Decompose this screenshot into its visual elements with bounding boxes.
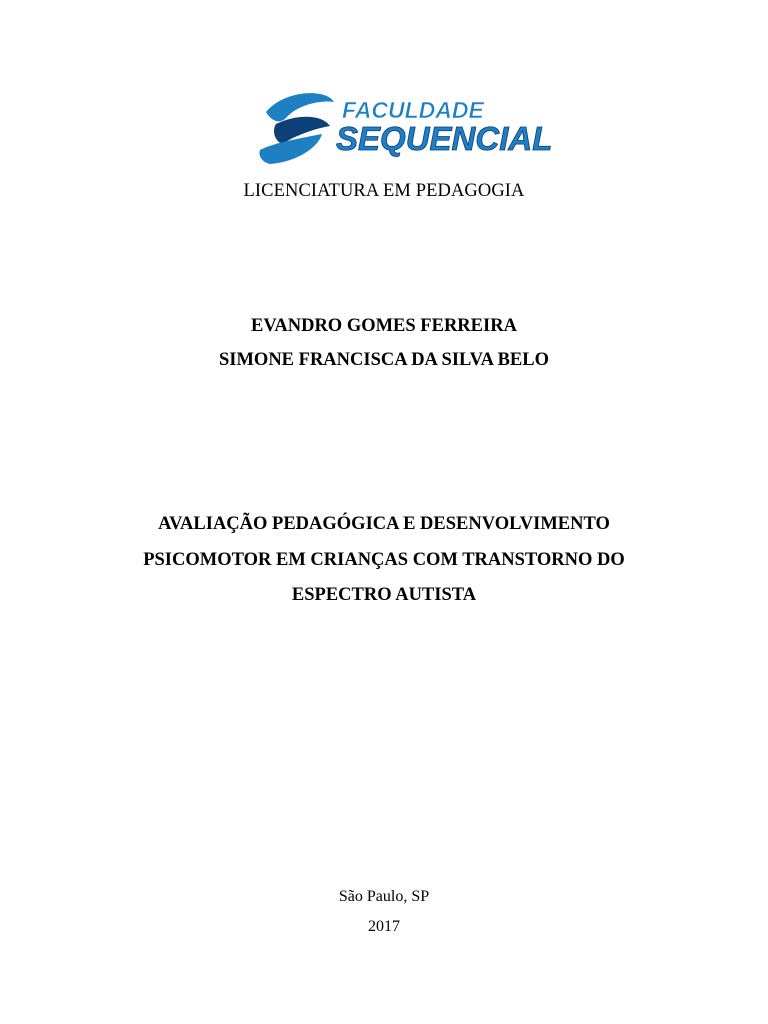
author-2: SIMONE FRANCISCA DA SILVA BELO	[218, 350, 550, 370]
course-name: LICENCIATURA EM PEDAGOGIA	[243, 181, 525, 201]
author-1: EVANDRO GOMES FERREIRA	[251, 316, 517, 336]
logo-text-sequencial: SEQUENCIAL	[336, 120, 552, 157]
year: 2017	[368, 918, 400, 935]
institution-logo	[256, 84, 552, 170]
logo-text-faculdade: FACULDADE	[342, 97, 484, 123]
location: São Paulo, SP	[338, 888, 430, 905]
title-line-3: ESPECTRO AUTISTA	[291, 585, 477, 605]
s-swirl-icon	[259, 93, 334, 164]
title-line-2: PSICOMOTOR EM CRIANÇAS COM TRANSTORNO DO	[143, 550, 625, 570]
title-line-1: AVALIAÇÃO PEDAGÓGICA E DESENVOLVIMENTO	[158, 514, 610, 534]
